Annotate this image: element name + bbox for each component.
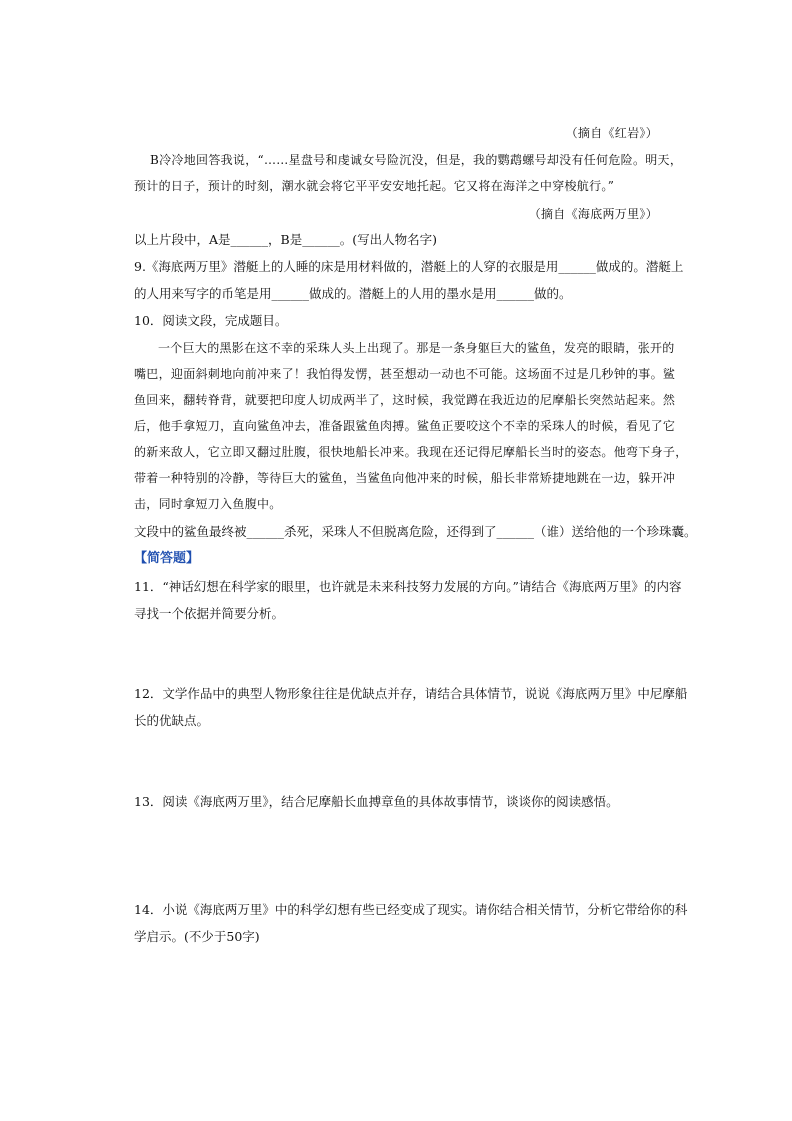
q10-passage-line-4: 后，他手拿短刀，直向鲨鱼冲去，准备跟鲨鱼肉搏。鲨鱼正要咬这个不幸的采珠人的时候，看见了它	[134, 419, 676, 433]
source-haidi: （摘自《海底两万里》）	[528, 207, 658, 221]
question-11-line-1: 11．“神话幻想在科学家的眼里，也许就是未来科技努力发展的方向。”请结合《海底两万里》的内容	[134, 579, 682, 594]
question-14-line-1: 14．小说《海底两万里》中的科学幻想有些已经变成了现实。请你结合相关情节，分析它带给你的科	[134, 902, 688, 917]
question-14-line-2: 学启示。(不少于50字)	[134, 929, 260, 944]
q10-passage-line-5: 的新来敌人，它立即又翻过肚腹，很快地船长冲来。我现在还记得尼摩船长当时的姿态。他弯下身子，	[134, 445, 688, 459]
q10-passage-line-2: 嘴巴，迎面斜刺地向前冲来了！我怕得发愣，甚至想动一动也不可能。这场面不过是几秒钟的事。鲨	[134, 367, 676, 381]
section-heading: 【简答题】	[134, 551, 200, 566]
question-13: 13．阅读《海底两万里》，结合尼摩船长血搏章鱼的具体故事情节，谈谈你的阅读感悟。	[134, 794, 619, 809]
q10-passage-line-1: 一个巨大的黑影在这不幸的采珠人头上出现了。那是一条身躯巨大的鲨鱼，发亮的眼睛，张开的	[158, 341, 675, 355]
q10-passage-line-6: 带着一种特别的冷静，等待巨大的鲨鱼，当鲨鱼向他冲来的时候，船长非常矫捷地跳在一边，躲开冲	[134, 471, 676, 485]
question-12-line-1: 12．文学作品中的典型人物形象往往是优缺点并存，请结合具体情节，说说《海底两万里》中尼摩船	[134, 686, 688, 701]
passage-b-line-1: B冷冷地回答我说，“……星盘号和虔诚女号险沉没，但是，我的鹦鹉螺号却没有任何危险。明天，	[150, 153, 683, 167]
q10-passage-line-7: 击，同时拿短刀入鱼腹中。	[134, 497, 282, 511]
question-9-line-1: 9.《海底两万里》潜艇上的人睡的床是用材料做的，潜艇上的人穿的衣服是用______做成的。潜艇上	[134, 259, 684, 274]
passage-b-line-2: 预计的日子，预计的时刻，潮水就会将它平平安安地托起。它又将在海洋之中穿梭航行。”	[134, 179, 615, 193]
question-10-question: 文段中的鲨鱼最终被______杀死，采珠人不但脱离危险，还得到了______（谁）送给他的一个珍珠囊。	[134, 524, 697, 539]
source-hongyan: （摘自《红岩》）	[565, 126, 658, 140]
question-8-tail: 以上片段中，A是______，B是______。(写出人物名字)	[134, 232, 437, 247]
question-12-line-2: 长的优缺点。	[134, 713, 210, 728]
question-10-title: 10．阅读文段，完成题目。	[134, 313, 288, 328]
q10-passage-line-3: 鱼回来，翻转脊背，就要把印度人切成两半了，这时候，我觉蹲在我近边的尼摩船长突然站起来。然	[134, 393, 676, 407]
question-11-line-2: 寻找一个依据并简要分析。	[134, 606, 285, 621]
question-9-line-2: 的人用来写字的币笔是用______做成的。潜艇上的人用的墨水是用______做的。	[134, 286, 572, 301]
